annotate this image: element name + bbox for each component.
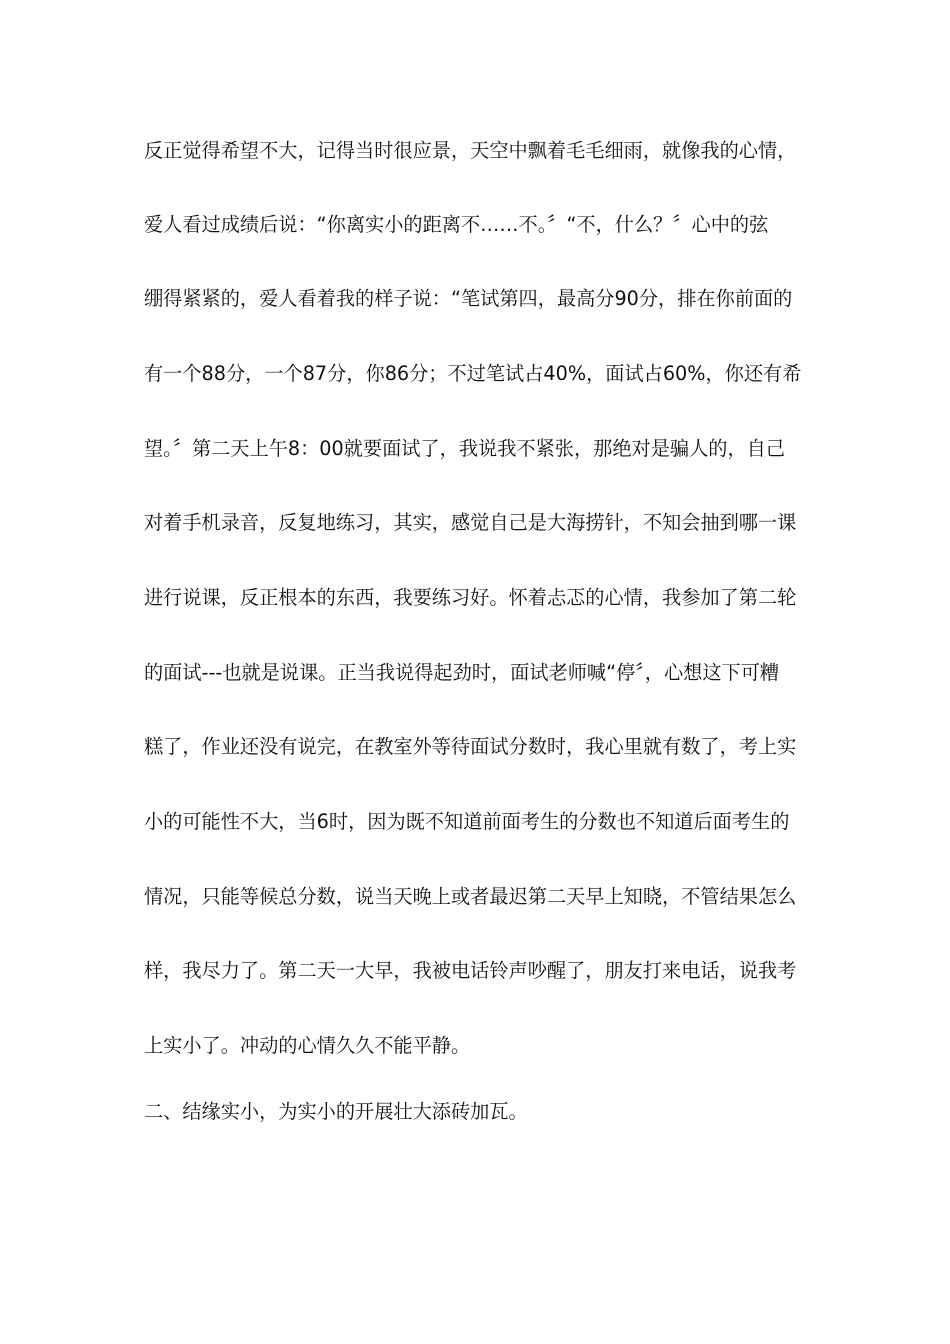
paragraph-line: 反正觉得希望不大，记得当时很应景，天空中飘着毛毛细雨，就像我的心情，	[144, 139, 797, 162]
paragraph-line: 上实小了。冲动的心情久久不能平静。	[144, 1034, 471, 1057]
paragraph-line: 绷得紧紧的，爱人看着我的样子说：“笔试第四，最高分90分，排在你前面的	[144, 287, 793, 310]
paragraph-line: 糕了，作业还没有说完，在教室外等待面试分数时，我心里就有数了，考上实	[144, 735, 797, 758]
paragraph-line: 样，我尽力了。第二天一大早，我被电话铃声吵醒了，朋友打来电话，说我考	[144, 959, 797, 982]
paragraph-line: 爱人看过成绩后说：“你离实小的距离不……不。〞“不，什么？〞心中的弦	[144, 213, 769, 236]
paragraph-line: 的面试---也就是说课。正当我说得起劲时，面试老师喊“停〞，心想这下可糟	[144, 661, 780, 684]
paragraph-line: 对着手机录音，反复地练习，其实，感觉自己是大海捞针，不知会抽到哪一课	[144, 511, 797, 534]
paragraph-line: 小的可能性不大，当6时，因为既不知道前面考生的分数也不知道后面考生的	[144, 810, 790, 833]
paragraph-line: 进行说课，反正根本的东西，我要练习好。怀着忐忑的心情，我参加了第二轮	[144, 586, 797, 609]
paragraph-line: 有一个88分，一个87分，你86分；不过笔试占40%，面试占60%，你还有希	[144, 362, 802, 385]
section-heading: 二、结缘实小，为实小的开展壮大添砖加瓦。	[144, 1100, 528, 1123]
paragraph-line: 望。〞第二天上午8：00就要面试了，我说我不紧张，那绝对是骗人的，自己	[144, 437, 786, 460]
paragraph-line: 情况，只能等候总分数，说当天晚上或者最迟第二天早上知晓，不管结果怎么	[144, 885, 797, 908]
